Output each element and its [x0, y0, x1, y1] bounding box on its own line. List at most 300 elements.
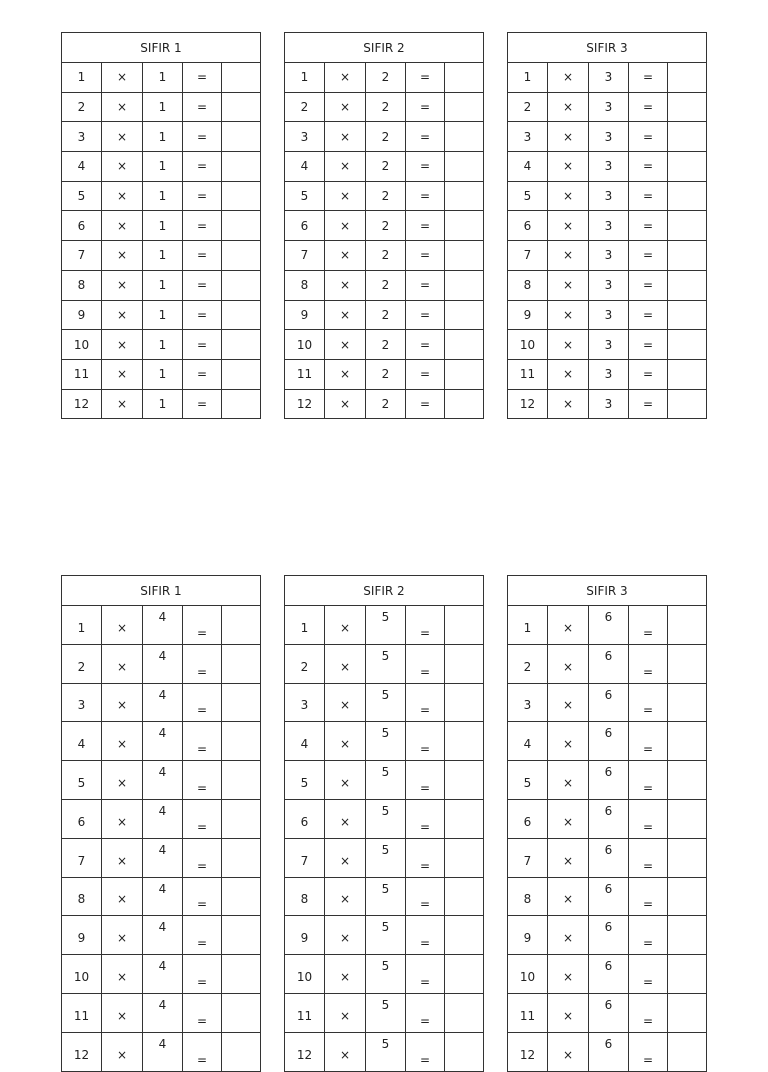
equals-sign: =	[183, 606, 222, 645]
answer-cell[interactable]	[668, 211, 707, 241]
multiplier-cell: 2	[366, 92, 406, 122]
row-number: 12	[62, 1032, 102, 1071]
times-sign: ×	[548, 916, 589, 955]
equals-sign: =	[183, 799, 222, 838]
answer-cell[interactable]	[445, 92, 484, 122]
times-sign: ×	[548, 211, 589, 241]
answer-cell[interactable]	[222, 122, 261, 152]
table-row	[62, 270, 261, 300]
row-number: 5	[62, 181, 102, 211]
answer-cell[interactable]	[222, 993, 261, 1032]
multiplier-cell: 6	[589, 1032, 629, 1071]
multiplier-cell: 3	[589, 389, 629, 419]
times-sign: ×	[548, 181, 589, 211]
equals-sign: =	[406, 606, 445, 645]
multiplier-cell: 3	[589, 63, 629, 93]
equals-sign: =	[183, 122, 222, 152]
multiplier-cell: 5	[366, 993, 406, 1032]
times-sign: ×	[102, 359, 143, 389]
row-number: 8	[508, 270, 548, 300]
answer-cell[interactable]	[668, 359, 707, 389]
equals-sign: =	[183, 644, 222, 683]
row-number: 10	[62, 330, 102, 360]
row-number: 1	[285, 606, 325, 645]
answer-cell[interactable]	[445, 722, 484, 761]
multiplier-cell: 5	[366, 644, 406, 683]
answer-cell[interactable]	[445, 181, 484, 211]
multiplier-cell: 5	[366, 761, 406, 800]
row-number: 11	[285, 993, 325, 1032]
table-row	[285, 211, 484, 241]
row-number: 7	[62, 838, 102, 877]
table-row	[285, 270, 484, 300]
table-row	[62, 181, 261, 211]
multiplier-cell: 5	[366, 955, 406, 994]
answer-cell[interactable]	[668, 300, 707, 330]
table-title: SIFIR 3	[508, 33, 707, 63]
multiplier-cell: 2	[366, 359, 406, 389]
multiplier-cell: 1	[143, 359, 183, 389]
multiplier-cell: 1	[143, 389, 183, 419]
equals-sign: =	[183, 761, 222, 800]
answer-cell[interactable]	[445, 916, 484, 955]
row-number: 2	[62, 644, 102, 683]
times-sign: ×	[548, 955, 589, 994]
multiplier-cell: 6	[589, 761, 629, 800]
multiplier-cell: 3	[589, 211, 629, 241]
times-sign: ×	[548, 270, 589, 300]
answer-cell[interactable]	[668, 63, 707, 93]
row-number: 4	[508, 152, 548, 182]
table-row	[508, 955, 707, 994]
multiplier-cell: 4	[143, 722, 183, 761]
table-row	[62, 1032, 261, 1071]
answer-cell[interactable]	[445, 211, 484, 241]
answer-cell[interactable]	[445, 877, 484, 916]
table-row	[285, 838, 484, 877]
multiplier-cell: 1	[143, 181, 183, 211]
multiplier-cell: 1	[143, 152, 183, 182]
table-row	[285, 799, 484, 838]
multiplier-cell: 5	[366, 916, 406, 955]
row-number: 8	[62, 877, 102, 916]
row-number: 10	[285, 330, 325, 360]
table-row	[508, 241, 707, 271]
times-sign: ×	[325, 270, 366, 300]
multiplier-cell: 6	[589, 722, 629, 761]
multiplier-cell: 4	[143, 644, 183, 683]
answer-cell[interactable]	[222, 241, 261, 271]
answer-cell[interactable]	[222, 916, 261, 955]
times-sign: ×	[102, 606, 143, 645]
times-sign: ×	[325, 644, 366, 683]
answer-cell[interactable]	[445, 152, 484, 182]
row-number: 2	[62, 92, 102, 122]
equals-sign: =	[183, 838, 222, 877]
answer-cell[interactable]	[445, 300, 484, 330]
answer-cell[interactable]	[445, 1032, 484, 1071]
answer-cell[interactable]	[222, 838, 261, 877]
times-sign: ×	[102, 838, 143, 877]
equals-sign: =	[406, 122, 445, 152]
multiplier-cell: 6	[589, 838, 629, 877]
equals-sign: =	[183, 389, 222, 419]
times-sign: ×	[548, 122, 589, 152]
multiplier-cell: 1	[143, 63, 183, 93]
answer-cell[interactable]	[445, 644, 484, 683]
multiplier-cell: 4	[143, 838, 183, 877]
table-row	[62, 300, 261, 330]
answer-cell[interactable]	[668, 955, 707, 994]
row-number: 6	[508, 799, 548, 838]
answer-cell[interactable]	[668, 330, 707, 360]
times-sign: ×	[102, 722, 143, 761]
table-row	[285, 122, 484, 152]
answer-cell[interactable]	[445, 683, 484, 722]
table-row	[508, 838, 707, 877]
row-number: 5	[285, 181, 325, 211]
multiplier-cell: 1	[143, 211, 183, 241]
multiplier-cell: 6	[589, 606, 629, 645]
answer-cell[interactable]	[668, 993, 707, 1032]
multiplier-cell: 4	[143, 877, 183, 916]
times-sign: ×	[325, 241, 366, 271]
table-row	[62, 152, 261, 182]
equals-sign: =	[183, 993, 222, 1032]
times-sign: ×	[102, 389, 143, 419]
equals-sign: =	[629, 241, 668, 271]
table-row	[285, 63, 484, 93]
equals-sign: =	[629, 722, 668, 761]
row-number: 7	[508, 241, 548, 271]
answer-cell[interactable]	[668, 152, 707, 182]
answer-cell[interactable]	[445, 270, 484, 300]
answer-cell[interactable]	[668, 606, 707, 645]
equals-sign: =	[183, 722, 222, 761]
answer-cell[interactable]	[668, 92, 707, 122]
equals-sign: =	[183, 211, 222, 241]
answer-cell[interactable]	[445, 389, 484, 419]
table-row	[508, 181, 707, 211]
times-sign: ×	[102, 916, 143, 955]
times-sign: ×	[548, 152, 589, 182]
times-sign: ×	[325, 181, 366, 211]
multiplier-cell: 4	[143, 799, 183, 838]
table-row	[62, 722, 261, 761]
multiplier-cell: 5	[366, 683, 406, 722]
equals-sign: =	[183, 683, 222, 722]
table-row	[285, 683, 484, 722]
answer-cell[interactable]	[222, 211, 261, 241]
equals-sign: =	[629, 683, 668, 722]
equals-sign: =	[183, 241, 222, 271]
times-sign: ×	[102, 211, 143, 241]
times-sign: ×	[325, 955, 366, 994]
times-sign: ×	[325, 1032, 366, 1071]
answer-cell[interactable]	[668, 761, 707, 800]
times-sign: ×	[325, 63, 366, 93]
answer-cell[interactable]	[445, 241, 484, 271]
table-row	[285, 1032, 484, 1071]
multiplier-cell: 2	[366, 181, 406, 211]
multiplier-cell: 3	[589, 92, 629, 122]
multiplier-cell: 1	[143, 270, 183, 300]
equals-sign: =	[406, 916, 445, 955]
times-sign: ×	[548, 359, 589, 389]
answer-cell[interactable]	[445, 838, 484, 877]
answer-cell[interactable]	[668, 389, 707, 419]
equals-sign: =	[629, 644, 668, 683]
equals-sign: =	[629, 838, 668, 877]
answer-cell[interactable]	[222, 330, 261, 360]
row-number: 8	[285, 270, 325, 300]
row-number: 11	[62, 993, 102, 1032]
answer-cell[interactable]	[668, 241, 707, 271]
multiplier-cell: 1	[143, 241, 183, 271]
answer-cell[interactable]	[445, 330, 484, 360]
times-sign: ×	[325, 122, 366, 152]
equals-sign: =	[629, 300, 668, 330]
answer-cell[interactable]	[445, 761, 484, 800]
equals-sign: =	[406, 722, 445, 761]
multiplier-cell: 3	[589, 359, 629, 389]
times-sign: ×	[102, 330, 143, 360]
times-sign: ×	[325, 916, 366, 955]
row-number: 1	[285, 63, 325, 93]
row-number: 4	[285, 722, 325, 761]
equals-sign: =	[406, 993, 445, 1032]
row-number: 11	[508, 993, 548, 1032]
multiplier-cell: 2	[366, 63, 406, 93]
answer-cell[interactable]	[668, 181, 707, 211]
times-sign: ×	[548, 993, 589, 1032]
multiplier-cell: 3	[589, 270, 629, 300]
multiplier-cell: 3	[589, 152, 629, 182]
answer-cell[interactable]	[668, 1032, 707, 1071]
row-number: 3	[62, 122, 102, 152]
table-row	[508, 799, 707, 838]
equals-sign: =	[406, 270, 445, 300]
table-row	[285, 916, 484, 955]
multiplier-cell: 5	[366, 1032, 406, 1071]
multiplier-cell: 5	[366, 722, 406, 761]
equals-sign: =	[629, 181, 668, 211]
times-sign: ×	[325, 389, 366, 419]
equals-sign: =	[406, 877, 445, 916]
answer-cell[interactable]	[668, 799, 707, 838]
answer-cell[interactable]	[222, 606, 261, 645]
answer-cell[interactable]	[222, 92, 261, 122]
table-title: SIFIR 1	[62, 576, 261, 606]
answer-cell[interactable]	[668, 722, 707, 761]
row-number: 9	[62, 300, 102, 330]
equals-sign: =	[406, 955, 445, 994]
table-row	[285, 152, 484, 182]
answer-cell[interactable]	[222, 722, 261, 761]
times-sign: ×	[102, 993, 143, 1032]
times-sign: ×	[548, 877, 589, 916]
equals-sign: =	[629, 122, 668, 152]
answer-cell[interactable]	[668, 683, 707, 722]
answer-cell[interactable]	[668, 877, 707, 916]
equals-sign: =	[629, 359, 668, 389]
table-row	[285, 761, 484, 800]
times-sign: ×	[548, 722, 589, 761]
equals-sign: =	[629, 63, 668, 93]
row-number: 8	[508, 877, 548, 916]
times-sign: ×	[548, 241, 589, 271]
answer-cell[interactable]	[222, 63, 261, 93]
answer-cell[interactable]	[445, 359, 484, 389]
table-row	[508, 1032, 707, 1071]
answer-cell[interactable]	[222, 877, 261, 916]
answer-cell[interactable]	[222, 1032, 261, 1071]
row-number: 3	[508, 683, 548, 722]
equals-sign: =	[406, 683, 445, 722]
equals-sign: =	[629, 916, 668, 955]
answer-cell[interactable]	[222, 955, 261, 994]
table-row	[285, 993, 484, 1032]
table-row	[62, 799, 261, 838]
equals-sign: =	[183, 359, 222, 389]
times-sign: ×	[102, 955, 143, 994]
times-sign: ×	[102, 181, 143, 211]
table-row	[285, 92, 484, 122]
answer-cell[interactable]	[445, 606, 484, 645]
answer-cell[interactable]	[445, 122, 484, 152]
answer-cell[interactable]	[668, 838, 707, 877]
multiplier-cell: 6	[589, 993, 629, 1032]
equals-sign: =	[629, 877, 668, 916]
row-number: 10	[508, 955, 548, 994]
multiplier-cell: 2	[366, 330, 406, 360]
row-number: 1	[62, 63, 102, 93]
multiplier-cell: 3	[589, 122, 629, 152]
multiplier-cell: 1	[143, 92, 183, 122]
equals-sign: =	[183, 916, 222, 955]
times-sign: ×	[325, 606, 366, 645]
answer-cell[interactable]	[222, 270, 261, 300]
answer-cell[interactable]	[222, 152, 261, 182]
table-row	[285, 877, 484, 916]
equals-sign: =	[406, 359, 445, 389]
answer-cell[interactable]	[668, 916, 707, 955]
row-number: 9	[508, 916, 548, 955]
answer-cell[interactable]	[222, 683, 261, 722]
multiplier-cell: 1	[143, 300, 183, 330]
table-row	[285, 606, 484, 645]
times-sign: ×	[102, 644, 143, 683]
times-sign: ×	[102, 241, 143, 271]
times-sign: ×	[548, 838, 589, 877]
answer-cell[interactable]	[445, 799, 484, 838]
table-row	[62, 330, 261, 360]
times-sign: ×	[102, 683, 143, 722]
multiplier-cell: 5	[366, 838, 406, 877]
table-row	[62, 92, 261, 122]
times-sign: ×	[325, 683, 366, 722]
table-title: SIFIR 2	[285, 576, 484, 606]
row-number: 4	[62, 152, 102, 182]
row-number: 12	[508, 389, 548, 419]
multiplier-cell: 3	[589, 330, 629, 360]
answer-cell[interactable]	[445, 63, 484, 93]
times-sign: ×	[548, 799, 589, 838]
times-sign: ×	[325, 877, 366, 916]
multiplier-cell: 4	[143, 606, 183, 645]
row-number: 1	[508, 606, 548, 645]
times-sign: ×	[325, 838, 366, 877]
row-number: 4	[508, 722, 548, 761]
multiplier-cell: 4	[143, 955, 183, 994]
table-row	[62, 122, 261, 152]
equals-sign: =	[629, 92, 668, 122]
multiplier-cell: 2	[366, 211, 406, 241]
answer-cell[interactable]	[222, 359, 261, 389]
multiplier-cell: 2	[366, 152, 406, 182]
equals-sign: =	[183, 1032, 222, 1071]
table-row	[62, 389, 261, 419]
answer-cell[interactable]	[222, 799, 261, 838]
times-sign: ×	[548, 606, 589, 645]
answer-cell[interactable]	[668, 122, 707, 152]
row-number: 2	[508, 92, 548, 122]
answer-cell[interactable]	[668, 270, 707, 300]
table-row	[62, 761, 261, 800]
times-sign: ×	[548, 761, 589, 800]
equals-sign: =	[406, 241, 445, 271]
table-row	[62, 63, 261, 93]
times-sign: ×	[325, 761, 366, 800]
times-sign: ×	[325, 92, 366, 122]
answer-cell[interactable]	[222, 644, 261, 683]
equals-sign: =	[629, 152, 668, 182]
table-row	[62, 644, 261, 683]
row-number: 5	[508, 181, 548, 211]
row-number: 6	[285, 799, 325, 838]
table-row	[508, 270, 707, 300]
times-sign: ×	[325, 359, 366, 389]
row-number: 6	[285, 211, 325, 241]
equals-sign: =	[406, 644, 445, 683]
table-row	[285, 389, 484, 419]
times-sign: ×	[102, 63, 143, 93]
answer-cell[interactable]	[222, 761, 261, 800]
table-row	[62, 877, 261, 916]
table-row	[285, 644, 484, 683]
row-number: 1	[508, 63, 548, 93]
equals-sign: =	[629, 761, 668, 800]
times-sign: ×	[548, 330, 589, 360]
equals-sign: =	[629, 270, 668, 300]
equals-sign: =	[183, 877, 222, 916]
table-row	[62, 993, 261, 1032]
answer-cell[interactable]	[445, 955, 484, 994]
row-number: 11	[285, 359, 325, 389]
times-sign: ×	[325, 300, 366, 330]
equals-sign: =	[183, 300, 222, 330]
row-number: 6	[508, 211, 548, 241]
times-sign: ×	[325, 152, 366, 182]
answer-cell[interactable]	[668, 644, 707, 683]
answer-cell[interactable]	[222, 300, 261, 330]
answer-cell[interactable]	[222, 389, 261, 419]
equals-sign: =	[406, 330, 445, 360]
answer-cell[interactable]	[445, 993, 484, 1032]
answer-cell[interactable]	[222, 181, 261, 211]
multiplier-cell: 2	[366, 122, 406, 152]
equals-sign: =	[183, 152, 222, 182]
